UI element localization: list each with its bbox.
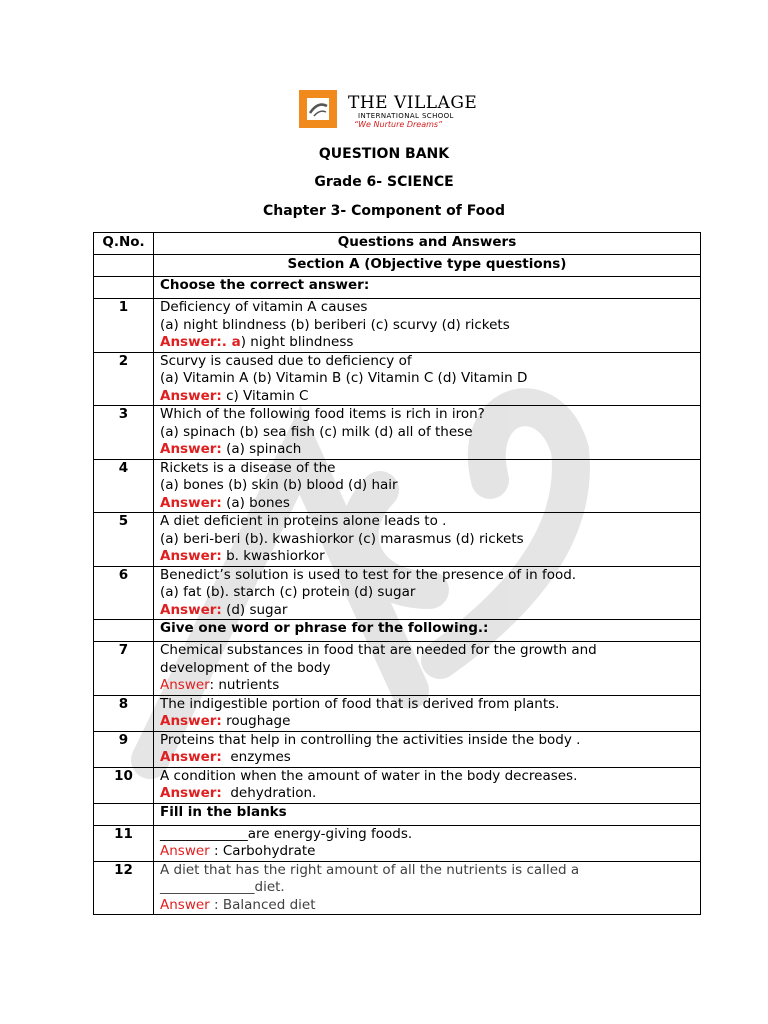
table-row [94,695,701,731]
question-options: (a) night blindness (b) beriberi (c) scurvy (d) rickets [160,316,510,333]
section-a-heading: Section A (Objective type questions) [154,255,701,277]
question-cell [154,695,701,731]
table-row [94,513,701,567]
question-cell [154,861,701,915]
question-text-cont: development of the body [160,659,331,676]
question-cell [154,299,701,353]
answer-text: ) night blindness [240,334,354,350]
logo-school-subtitle: INTERNATIONAL SCHOOL [358,112,454,120]
question-cell [154,731,701,767]
question-cell [154,459,701,513]
question-text: Scurvy is caused due to deficiency of [160,352,412,369]
doc-grade: Grade 6- SCIENCE [314,174,454,190]
question-text: _____________are energy-giving foods. [160,825,413,842]
table-row [94,767,701,803]
table-row [94,299,701,353]
answer-text: (a) bones [221,494,290,511]
table-row [94,459,701,513]
answer-label: Answer: [160,441,222,457]
question-number: 10 [94,767,154,803]
answer-label: Answer:. a [160,334,241,350]
question-options: (a) bones (b) skin (b) blood (d) hair [160,477,398,493]
table-row [94,406,701,460]
answer-label: Answer: [160,548,222,564]
logo-school-name: THE VILLAGE [348,93,478,113]
question-text-cont: ______________diet. [160,879,285,895]
question-text: A diet that has the right amount of all the nutrients is called a [160,861,580,878]
question-text: Chemical substances in food that are needed for the growth and [160,642,597,658]
question-text: A diet deficient in proteins alone leads to . [160,513,447,529]
question-number: 5 [94,513,154,567]
table-row [94,642,701,696]
subheading-row [94,803,701,825]
question-number: 2 [94,352,154,406]
subheading-one-word: Give one word or phrase for the following.: [154,620,701,642]
doc-title: QUESTION BANK [318,146,450,162]
question-number: 12 [94,861,154,915]
table-row [94,566,701,620]
question-text: Proteins that help in controlling the activities inside the body . [160,731,581,748]
table-row [94,861,701,915]
table-row [94,352,701,406]
question-number: 6 [94,566,154,620]
school-emblem-icon [296,87,340,131]
section-row [94,255,701,277]
answer-label: Answer [160,896,210,913]
question-number: 3 [94,406,154,460]
answer-text: (a) spinach [221,441,302,457]
question-text: Which of the following food items is rich in iron? [160,406,485,422]
answer-label: Answer [160,843,210,859]
answer-label: Answer: [160,785,222,801]
question-text: A condition when the amount of water in the body decreases. [160,767,578,784]
subheading-choose: Choose the correct answer: [154,277,701,299]
question-cell [154,513,701,567]
answer-text: c) Vitamin C [221,387,309,404]
answer-label: Answer: [160,494,222,511]
answer-label: Answer [160,677,210,693]
doc-chapter: Chapter 3- Component of Food [262,203,506,219]
question-number: 1 [94,299,154,353]
col-header-qno: Q.No. [94,233,154,255]
table-header-row [94,233,701,255]
question-options: (a) spinach (b) sea fish (c) milk (d) all of these [160,423,473,440]
question-table [93,232,701,915]
answer-label: Answer: [160,387,222,404]
table-row [94,825,701,861]
answer-text: : nutrients [209,677,280,693]
question-number: 7 [94,642,154,696]
question-number: 11 [94,825,154,861]
answer-text: (d) sugar [221,601,288,618]
question-cell [154,767,701,803]
logo-motto: “We Nurture Dreams” [354,120,443,129]
answer-text: b. kwashiorkor [221,548,325,564]
question-cell [154,566,701,620]
answer-label: Answer: [160,601,222,618]
question-cell [154,642,701,696]
question-options: (a) fat (b). starch (c) protein (d) sugar [160,584,416,600]
answer-label: Answer: [160,749,222,765]
answer-text: : Balanced diet [209,896,316,913]
subheading-row [94,277,701,299]
question-text: Deficiency of vitamin A causes [160,299,368,315]
answer-text: enzymes [221,749,291,765]
question-text: Benedict’s solution is used to test for the presence of in food. [160,566,577,583]
subheading-fill-blanks: Fill in the blanks [154,803,701,825]
question-cell [154,406,701,460]
question-text: Rickets is a disease of the [160,459,336,476]
table-row [94,731,701,767]
question-text: The indigestible portion of food that is derived from plants. [160,695,560,712]
question-options: (a) Vitamin A (b) Vitamin B (c) Vitamin C (d) Vitamin D [160,370,528,386]
answer-text: : Carbohydrate [209,843,316,859]
question-cell [154,825,701,861]
question-options: (a) beri-beri (b). kwashiorkor (c) marasmus (d) rickets [160,530,524,547]
question-number: 8 [94,695,154,731]
col-header-qa: Questions and Answers [154,233,701,255]
question-number: 4 [94,459,154,513]
answer-label: Answer: [160,713,222,729]
subheading-row [94,620,701,642]
answer-text: dehydration. [221,785,317,801]
question-cell [154,352,701,406]
answer-text: roughage [221,713,291,729]
question-number: 9 [94,731,154,767]
